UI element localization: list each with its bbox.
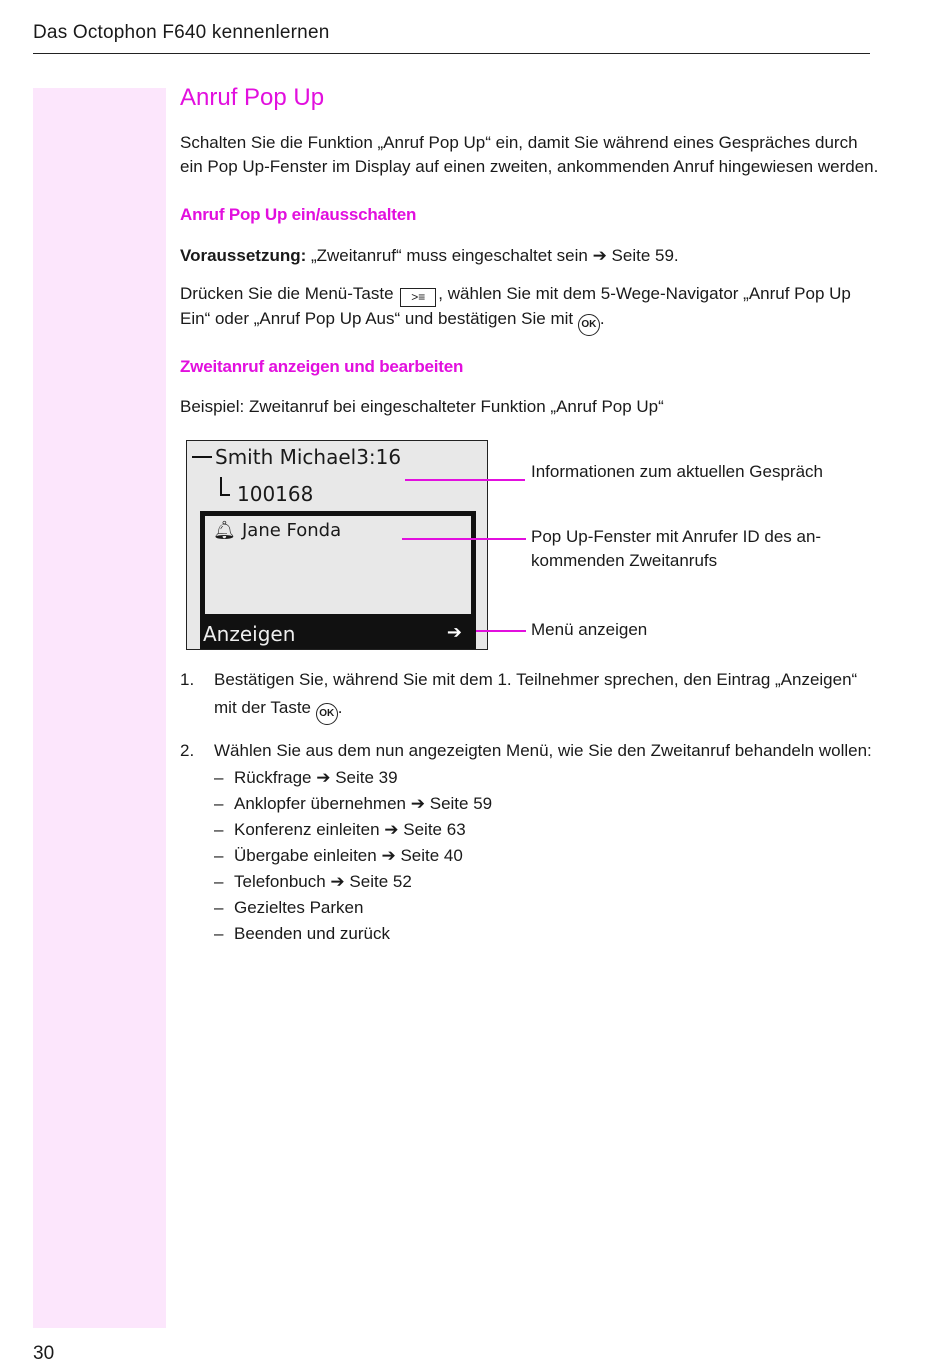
section-title: Anruf Pop Up bbox=[180, 84, 325, 111]
margin-sidebar bbox=[33, 88, 166, 1328]
list-item bbox=[214, 765, 880, 791]
option-ref: Seite 63 bbox=[403, 820, 466, 839]
instruction-part-b: , wählen Sie mit dem 5-Wege-Navigator „Anruf Pop Up Ein“ oder „Anruf Pop Up Aus“ und bestätigen Sie mit bbox=[180, 284, 851, 328]
subsection-title-second-call: Zweitanruf anzeigen und bearbeiten bbox=[180, 357, 464, 376]
list-item bbox=[214, 817, 880, 843]
option-label: Gezieltes Parken bbox=[234, 898, 364, 917]
page-header-title: Das Octophon F640 kennenlernen bbox=[33, 22, 330, 43]
ok-key-icon: OK bbox=[578, 314, 600, 336]
subsection-title-toggle: Anruf Pop Up ein/ausschalten bbox=[180, 205, 417, 224]
phone-display bbox=[186, 440, 488, 650]
line-icon-foot bbox=[220, 494, 230, 496]
option-label: Anklopfer übernehmen bbox=[234, 794, 407, 813]
option-label: Telefonbuch bbox=[234, 872, 326, 891]
step-2 bbox=[180, 737, 880, 947]
active-call-icon bbox=[192, 456, 212, 458]
option-ref: Seite 39 bbox=[335, 768, 398, 787]
step-number: 1. bbox=[180, 670, 195, 689]
current-caller-name: Smith Michael3:16 bbox=[215, 445, 402, 469]
option-label: Konferenz einleiten bbox=[234, 820, 380, 839]
arrow-right-icon: ➔ bbox=[316, 768, 331, 787]
callout-popup-window: Pop Up-Fenster mit Anrufer ID des an-kommenden Zweitanrufs bbox=[531, 527, 822, 570]
popup-window bbox=[200, 511, 476, 619]
callout-line-current-call bbox=[405, 479, 525, 481]
step-1 bbox=[180, 666, 880, 725]
callout-line-popup bbox=[402, 538, 526, 540]
header-divider bbox=[33, 53, 870, 54]
arrow-right-icon: ➔ bbox=[446, 622, 462, 643]
bell-icon: 🔔︎ bbox=[213, 520, 236, 541]
list-item bbox=[214, 791, 880, 817]
steps-list bbox=[180, 666, 880, 947]
callout-menu: Menü anzeigen bbox=[531, 620, 648, 639]
step-text: Wählen Sie aus dem nun angezeigten Menü, wie Sie den Zweitanruf behandeln wollen: bbox=[214, 741, 872, 760]
instruction-part-a: Drücken Sie die Menü-Taste bbox=[180, 284, 394, 303]
popup-window-body bbox=[205, 516, 471, 614]
option-label: Beenden und zurück bbox=[234, 924, 390, 943]
options-list bbox=[214, 765, 880, 947]
arrow-right-icon: ➔ bbox=[592, 246, 607, 265]
list-item bbox=[214, 869, 880, 895]
callout-current-call: Informationen zum aktuellen Gespräch bbox=[531, 462, 823, 481]
precondition bbox=[180, 244, 880, 268]
option-ref: Seite 52 bbox=[349, 872, 412, 891]
section-intro: Schalten Sie die Funktion „Anruf Pop Up“ ein, damit Sie während eines Gespräches durch ein Pop Up-Fenster im Display auf einen zweiten, ankommenden Anruf hingewiesen werden. bbox=[180, 133, 879, 176]
ok-key-icon: OK bbox=[316, 703, 338, 725]
step-number: 2. bbox=[180, 741, 195, 760]
toggle-instruction bbox=[180, 282, 880, 336]
example-text: Beispiel: Zweitanruf bei eingeschalteter Funktion „Anruf Pop Up“ bbox=[180, 397, 664, 416]
arrow-right-icon: ➔ bbox=[330, 872, 345, 891]
precondition-ref: Seite 59. bbox=[606, 246, 679, 265]
page-number: 30 bbox=[33, 1343, 55, 1364]
step-text-end: . bbox=[337, 698, 343, 717]
arrow-right-icon: ➔ bbox=[384, 820, 399, 839]
option-label: Übergabe einleiten bbox=[234, 846, 377, 865]
list-item bbox=[214, 895, 880, 921]
option-ref: Seite 40 bbox=[400, 846, 463, 865]
list-item bbox=[214, 843, 880, 869]
option-ref: Seite 59 bbox=[429, 794, 493, 813]
softkey-anzeigen[interactable] bbox=[200, 619, 476, 649]
arrow-right-icon: ➔ bbox=[381, 846, 396, 865]
precondition-text: „Zweitanruf“ muss eingeschaltet sein bbox=[306, 246, 588, 265]
callout-line-menu bbox=[476, 630, 526, 632]
precondition-label: Voraussetzung: bbox=[180, 246, 307, 265]
instruction-part-c: . bbox=[599, 309, 605, 328]
arrow-right-icon: ➔ bbox=[410, 794, 425, 813]
step-text: Bestätigen Sie, während Sie mit dem 1. Teilnehmer sprechen, den Eintrag „Anzeigen“ mit der Taste bbox=[214, 670, 858, 717]
list-item bbox=[214, 921, 880, 947]
current-caller-number: 100168 bbox=[237, 482, 314, 506]
line-icon bbox=[220, 477, 222, 495]
menu-key-icon: >≡ bbox=[400, 288, 436, 307]
softkey-label: Anzeigen bbox=[203, 622, 296, 646]
popup-caller-name: Jane Fonda bbox=[242, 520, 342, 541]
option-label: Rückfrage bbox=[234, 768, 312, 787]
